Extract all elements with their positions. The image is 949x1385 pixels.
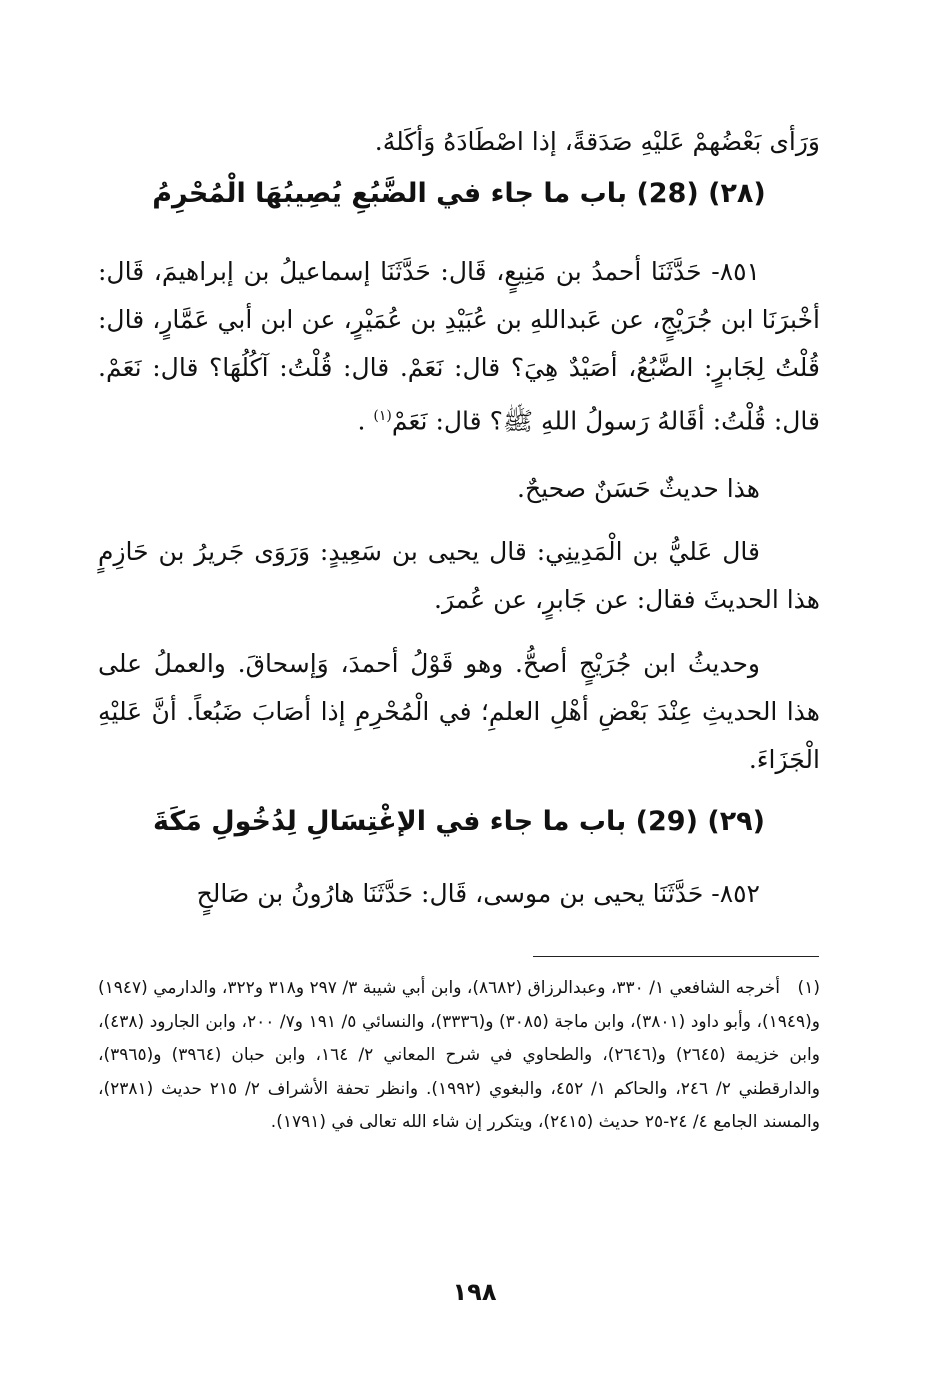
page-number: ١٩٨ <box>452 1278 497 1306</box>
hadith-851-text: ٨٥١- حَدَّثَنَا أحمدُ بن مَنِيعٍ، قَال: حَدَّثَنَا إسماعيلُ بن إبراهيمَ، قَال: أخْبرَنَا ابن جُرَيْجٍ، عن عَبداللهِ بن عُبَيْدِ بن عُمَيْرٍ، عن ابن أبي عَمَّارٍ، قال: قُلْتُ لِجَابرٍ: الضَّبُعُ، أصَيْدٌ هِيَ؟ قال: نَعَمْ. قال: قُلْتُ: آكُلُهَا؟ قال: نَعَمْ. قال: قُلْتُ: أقَالهُ رَسولُ اللهِ ﷺ؟ قال: نَعَمْ <box>98 257 820 436</box>
commentary-paragraph-2 <box>98 640 820 784</box>
intro-line <box>98 118 820 166</box>
commentary-paragraph-1 <box>98 528 820 624</box>
hadith-851-end: . <box>357 406 374 436</box>
hadith-852-text: ٨٥٢- حَدَّثَنَا يحيى بن موسى، قَال: حَدَّثَنَا هارُونُ بن صَالحٍ <box>196 879 760 908</box>
hadith-851 <box>98 248 820 445</box>
hadith-grading <box>98 465 820 513</box>
footnote-text: أخرجه الشافعي ١/ ٣٣٠، وعبدالرزاق (٨٦٨٢)، وابن أبي شيبة ٣/ ٢٩٧ و٣١٨ و٣٢٢، والدارمي (١٩٤٧) و(١٩٤٩)، وأبو داود (٣٨٠١)، وابن ماجة (٣٠٨٥) و(٣٣٣٦)، والنسائي ٥/ ١٩١ و٧/ ٢٠٠، وابن الجارود (٤٣٨)، وابن خزيمة (٢٦٤٥) و(٢٦٤٦)، والطحاوي في شرح المعاني ٢/ ١٦٤، وابن حبان (٣٩٦٤) و(٣٩٦٥)، والدارقطني ٢/ ٢٤٦، والحاكم ١/ ٤٥٢، والبغوي (١٩٩٢). وانظر تحفة الأشراف ٢/ ٢١٥ حديث (٢٣٨١)، والمسند الجامع ٤/ ٢٤-٢٥ حديث (٢٤١٥)، ويتكرر إن شاء الله تعالى في (١٧٩١). <box>98 978 820 1132</box>
commentary-1-text: قال عَليُّ بن الْمَدِينِي: قال يحيى بن سَعِيدٍ: وَرَوَى جَريرُ بن حَازِمٍ هذا الحديثَ فقال: عن جَابرٍ، عن عُمرَ. <box>98 537 820 614</box>
intro-text: وَرَأى بَعْضُهمْ عَليْهِ صَدَقةً، إذا اصْطَادَهُ وَأكَلهُ. <box>374 127 820 156</box>
hadith-852 <box>98 870 820 918</box>
footnote-1 <box>98 972 820 1140</box>
footnote-marker[interactable]: (١) <box>373 408 392 424</box>
footnote-divider <box>533 956 819 957</box>
commentary-2-text: وحديثُ ابن جُرَيْجٍ أصحُّ. وهو قَوْلُ أحمدَ، وَإسحاقَ. والعملُ على هذا الحديثِ عِنْدَ بَعْضِ أهْلِ العلمِ؛ في الْمُحْرِمِ إذا أصَابَ ضَبُعاً. أنَّ عَليْهِ الْجَزَاءَ. <box>98 649 820 774</box>
chapter-heading-28: (٢٨) (28) باب ما جاء في الضَّبُعِ يُصِيبُهَا الْمُحْرِمُ <box>152 178 766 209</box>
grading-text: هذا حديثٌ حَسَنٌ صحيحٌ. <box>517 474 760 503</box>
chapter-heading-29: (٢٩) (29) باب ما جاء في الإغْتِسَالِ لِدُخُولِ مَكَةَ <box>153 806 765 837</box>
footnote-number: (١) <box>797 978 820 998</box>
